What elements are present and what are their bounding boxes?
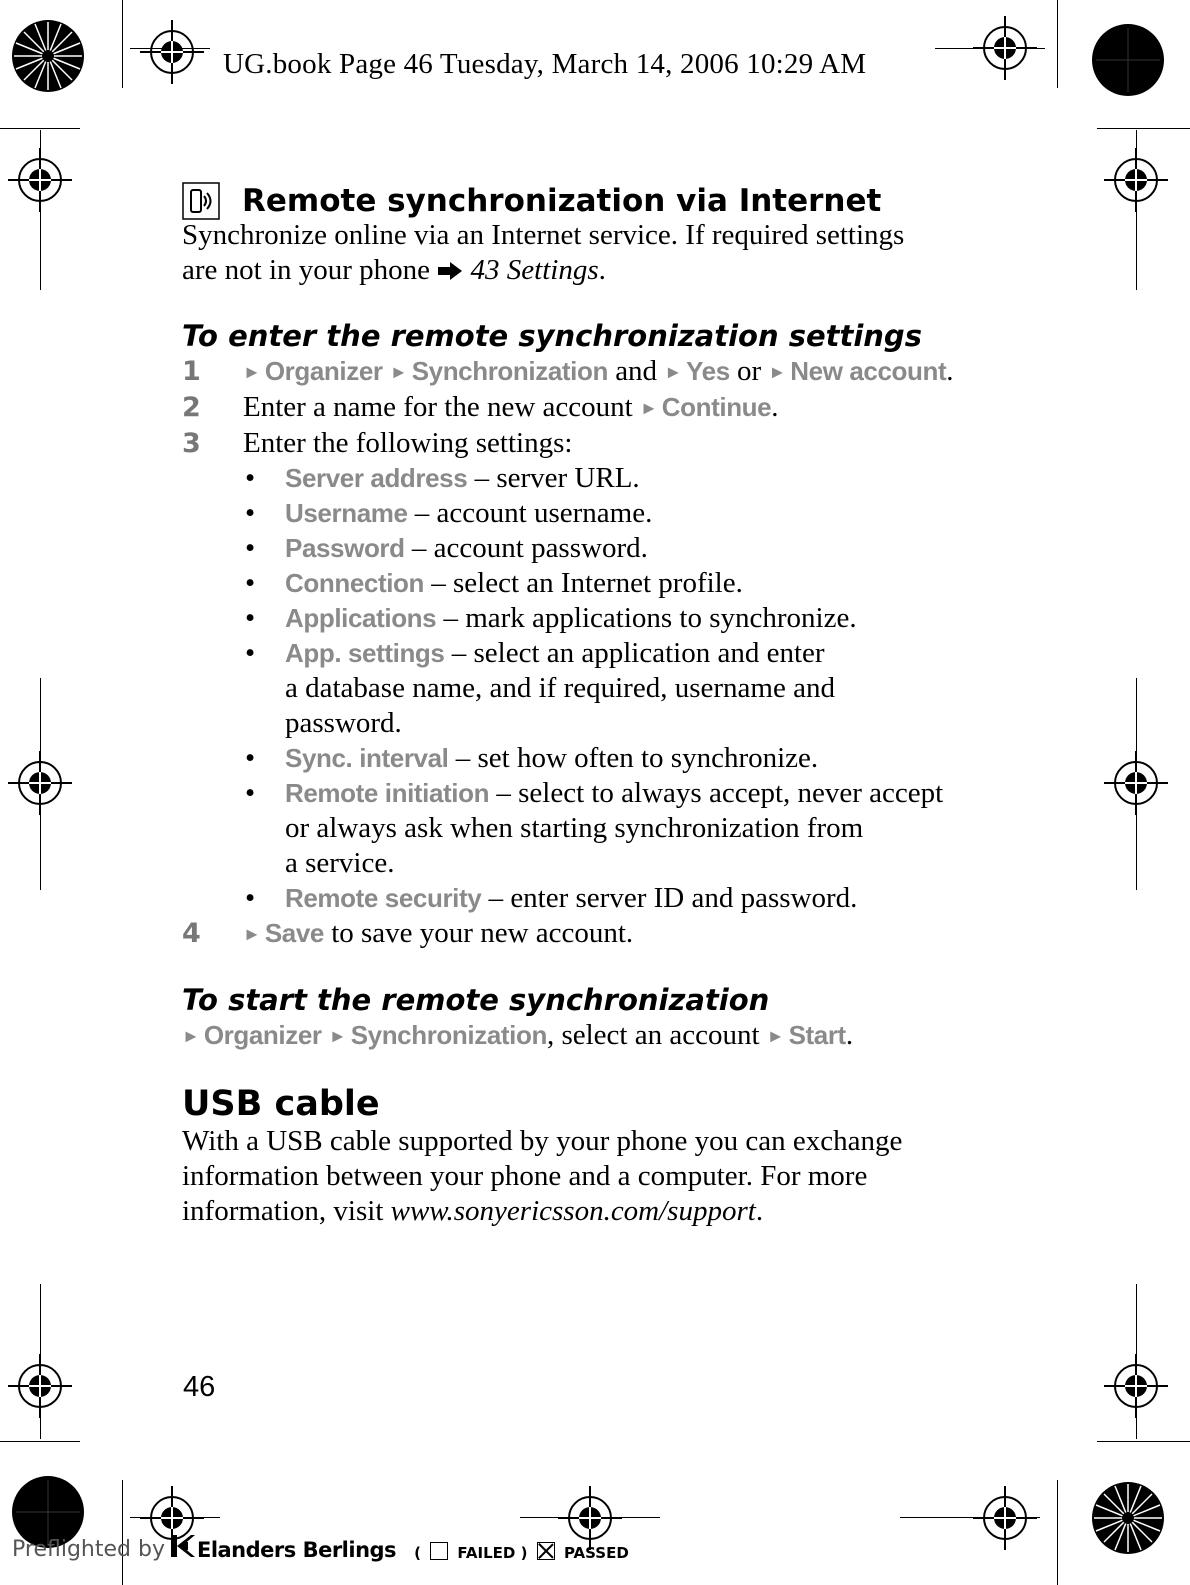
step-2 (182, 390, 1012, 426)
list-item (243, 636, 1012, 741)
setting-desc-line-3: password. (285, 707, 402, 739)
step-period: . (946, 355, 954, 387)
select-arrow-icon: ► (766, 1026, 785, 1046)
usb-line-2: information between your phone and a computer. For more (182, 1160, 868, 1192)
bullet-glyph: • (245, 497, 256, 529)
print-slug: UG.book Page 46 Tuesday, March 14, 2006 10:29 AM (223, 48, 867, 80)
select-arrow-icon: ► (243, 362, 261, 382)
menu-synchronization: Synchronization (411, 356, 608, 386)
task-start-sync-instruction (182, 1018, 1012, 1054)
setting-term: Sync. interval (285, 743, 449, 773)
setting-term: Password (285, 533, 405, 563)
passed-checkbox (537, 1542, 555, 1560)
section-intro (182, 218, 1012, 288)
select-arrow-icon: ► (243, 924, 261, 944)
list-item (243, 566, 1012, 601)
step-4 (182, 916, 1012, 952)
menu-save: Save (264, 918, 324, 948)
step-instruction: to save your new account. (331, 917, 634, 949)
setting-term: Server address (285, 463, 468, 493)
instruction-text: , select an account (546, 1019, 760, 1051)
list-item (243, 741, 1012, 776)
intro-period: . (598, 254, 606, 286)
list-item (243, 496, 1012, 531)
step-instruction: Enter the following settings: (243, 427, 573, 459)
bullet-glyph: • (245, 882, 256, 914)
usb-period: . (755, 1195, 764, 1227)
intro-line-1: Synchronize online via an Internet service. If required settings (182, 219, 905, 251)
bullet-glyph: • (245, 777, 256, 809)
list-item (243, 531, 1012, 566)
menu-organizer: Organizer (264, 356, 383, 386)
list-item (243, 601, 1012, 636)
registration-target-icon (1104, 751, 1168, 815)
select-arrow-icon: ► (639, 398, 658, 418)
setting-term: Remote security (285, 883, 482, 913)
instruction-period: . (845, 1019, 854, 1051)
usb-line-3: information, visit (182, 1195, 391, 1227)
setting-desc: – account password. (411, 532, 648, 564)
step-connector: and (615, 355, 658, 387)
setting-desc: – select to always accept, never accept (496, 777, 944, 809)
section-title-usb-cable: USB cable (182, 1084, 380, 1124)
section-title-remote-sync (182, 182, 1012, 220)
select-arrow-icon: ► (389, 362, 408, 382)
section-title-text: Remote synchronization via Internet (242, 183, 882, 219)
registration-target-icon (1104, 1354, 1168, 1418)
crop-mark (1097, 128, 1190, 129)
failed-label: FAILED (457, 1544, 516, 1562)
registration-target-icon (140, 20, 204, 84)
bullet-glyph: • (245, 742, 256, 774)
registration-target-icon (973, 1486, 1037, 1550)
select-arrow-icon: ► (664, 362, 683, 382)
intro-line-2: are not in your phone (182, 254, 431, 286)
step-3 (182, 426, 1012, 916)
star-target-icon (10, 18, 86, 94)
cross-reference-arrow-icon (437, 261, 463, 281)
bullet-glyph: • (245, 637, 256, 669)
bullet-glyph: • (245, 532, 256, 564)
crop-mark (1057, 1480, 1058, 1585)
setting-term: Applications (285, 603, 437, 633)
menu-start: Start (788, 1020, 846, 1050)
passed-label: PASSED (563, 1544, 629, 1562)
step-number: 1 (182, 356, 201, 387)
step-text (243, 354, 1012, 390)
setting-desc: – set how often to synchronize. (455, 742, 819, 774)
select-arrow-icon: ► (768, 362, 787, 382)
crop-mark (1057, 0, 1058, 88)
task-title-start-sync: To start the remote synchronization (182, 983, 770, 1017)
menu-organizer: Organizer (203, 1020, 322, 1050)
step-1 (182, 354, 1012, 390)
page-content (182, 178, 1012, 1229)
step-number: 3 (182, 428, 201, 459)
task-title-enter-settings: To enter the remote synchronization settings (182, 319, 922, 353)
settings-cross-reference-link[interactable]: 43 Settings (470, 254, 599, 286)
bullet-glyph: • (245, 462, 256, 494)
step-number: 4 (182, 918, 201, 949)
setting-desc-line-2: a database name, and if required, username and (285, 672, 835, 704)
select-arrow-icon: ► (182, 1026, 200, 1046)
setting-desc: – select an Internet profile. (431, 567, 743, 599)
setting-desc: – enter server ID and password. (488, 882, 858, 914)
crop-mark (1097, 1441, 1190, 1442)
color-bar-circle-icon (1090, 22, 1166, 98)
setting-desc-line-2: or always ask when starting synchronization from (285, 812, 864, 844)
list-item (243, 881, 1012, 916)
preflighted-label: Preflighted by (12, 1537, 165, 1562)
registration-target-icon (8, 148, 72, 212)
setting-desc-line-3: a service. (285, 847, 395, 879)
setting-term: Username (285, 498, 408, 528)
menu-new-account: New account (790, 356, 947, 386)
menu-continue: Continue (661, 392, 772, 422)
setting-term: Remote initiation (285, 778, 490, 808)
sync-phone-icon (182, 182, 220, 220)
setting-term: Connection (285, 568, 424, 598)
usb-line-1: With a USB cable supported by your phone you can exchange (182, 1125, 903, 1157)
crop-mark (0, 1441, 80, 1442)
registration-target-icon (973, 16, 1037, 80)
step-text (243, 426, 1012, 916)
bullet-glyph: • (245, 567, 256, 599)
star-target-icon (1090, 1480, 1166, 1556)
setting-desc: – select an application and enter (451, 637, 825, 669)
setting-desc: – mark applications to synchronize. (443, 602, 857, 634)
list-item (243, 776, 1012, 881)
registration-target-icon (8, 751, 72, 815)
menu-yes: Yes (686, 356, 730, 386)
step-instruction: Enter a name for the new account (243, 391, 633, 423)
support-url-link[interactable]: www.sonyericsson.com/support (390, 1195, 756, 1227)
step-period: . (771, 391, 779, 423)
elanders-logo-icon (169, 1533, 195, 1559)
open-paren: ( (414, 1544, 421, 1562)
menu-synchronization: Synchronization (350, 1020, 547, 1050)
setting-term: App. settings (285, 638, 445, 668)
step-text (243, 390, 1012, 426)
step-connector: or (737, 355, 762, 387)
page-number: 46 (183, 1371, 216, 1403)
select-arrow-icon: ► (328, 1026, 347, 1046)
step-text (243, 916, 1012, 952)
list-item (243, 461, 1012, 496)
crop-mark (0, 128, 80, 129)
registration-target-icon (8, 1354, 72, 1418)
brand-name: Elanders Berlings (196, 1538, 397, 1562)
crop-mark (122, 0, 123, 88)
failed-checkbox (430, 1542, 448, 1560)
preflight-stamp (12, 1528, 629, 1562)
registration-target-icon (1104, 148, 1168, 212)
setting-desc: – server URL. (474, 462, 640, 494)
settings-list (243, 461, 1012, 916)
usb-description (182, 1124, 1012, 1229)
step-number: 2 (182, 392, 201, 423)
bullet-glyph: • (245, 602, 256, 634)
setting-desc: – account username. (414, 497, 653, 529)
close-paren: ) (520, 1544, 528, 1562)
